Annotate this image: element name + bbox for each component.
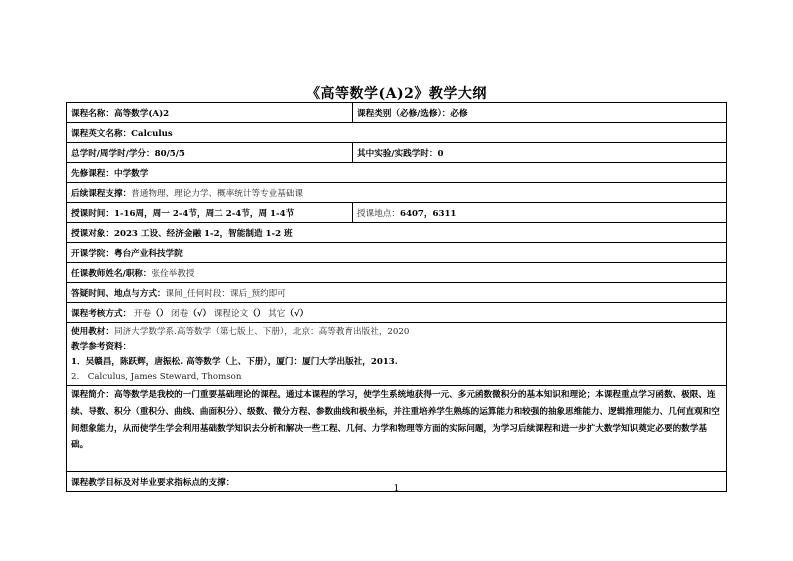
- exam-label: 课程考核方式：: [71, 308, 132, 319]
- document-title: 《高等数学(A)2》教学大纲: [306, 86, 487, 102]
- textbook-references-cell: [67, 323, 727, 386]
- row-textbook-references: [67, 323, 727, 386]
- exam-option-other-checkbox: （√）: [285, 308, 309, 319]
- row-schedule: [67, 203, 727, 223]
- objectives-label: 课程教学目标及对毕业要求指标点的支撑：: [71, 477, 235, 488]
- location-cell: [353, 203, 727, 223]
- exam-option-other-label: 其它: [268, 308, 286, 319]
- course-type-value: 必修: [450, 108, 468, 119]
- location-label: 授课地点：: [357, 208, 400, 219]
- course-type-cell: [353, 103, 727, 123]
- textbook-value: 同济大学数学系.高等数学（第七版上、下册），北京：高等教育出版社，2020: [113, 327, 410, 337]
- course-name-label: 课程名称：: [71, 108, 114, 119]
- reference-item-1: 1．吴赣昌，陈跃辉，唐振松. 高等数学（上、下册），厦门：厦门大学出版社，2013.: [71, 357, 398, 367]
- course-name-value: 高等数学(A)2: [113, 108, 170, 119]
- prerequisite-cell: [67, 163, 727, 183]
- reference-item-2: 2. Calculus, James Steward, Thomson: [71, 372, 242, 382]
- schedule-cell: [67, 203, 353, 223]
- row-college: [67, 243, 727, 263]
- audience-cell: [67, 223, 727, 243]
- row-qa: [67, 283, 727, 303]
- row-hours: [67, 143, 727, 163]
- page-number: 1: [393, 484, 400, 494]
- references-label: 教学参考资料：: [71, 342, 132, 352]
- row-prerequisite: [67, 163, 727, 183]
- exam-option-paper-label: 课程论文: [213, 308, 249, 319]
- english-name-cell: [67, 123, 727, 143]
- experiment-cell: [353, 143, 727, 163]
- follow-up-label: 后续课程支撑：: [71, 188, 132, 199]
- summary-text: 高等数学是我校的一门重要基础理论的课程。通过本课程的学习，使学生系统地获得一元、多元函数微积分的基本知识和理论；本课程重点学习函数、极限、连续、导数、积分（重积分、曲线、曲面积分）、级数、微分方程、参数曲线和极坐标，并注重培养学生熟练的运算能力和较强的抽象思维能力、逻辑推理能力、几何直观和空间想象能力，从而使学生学会利用基础数学知识去分析和解决一些工程、几何、力学和物理等方面的实际问题，为学习后续课程和进一步扩大数学知识奠定必要的数学基础。: [71, 390, 720, 451]
- schedule-value: 1-16周，周一 2-4节，周二 2-4节，周 1-4节: [113, 208, 295, 219]
- follow-up-cell: [67, 183, 727, 203]
- qa-label: 答疑时间、地点与方式：: [71, 288, 166, 299]
- exam-option-closed-label: 闭卷: [171, 308, 189, 319]
- teacher-value: 张佺举教授: [151, 268, 195, 279]
- course-type-label: 课程类别（必修/选修）：: [357, 108, 451, 119]
- qa-value: 课间_任何时段：课后_预约即可: [165, 288, 286, 299]
- syllabus-table: [66, 102, 727, 492]
- row-summary: [67, 386, 727, 472]
- qa-cell: [67, 283, 727, 303]
- exam-option-closed-checkbox: （√）: [188, 308, 212, 319]
- textbook-label: 使用教材：: [71, 327, 114, 337]
- exam-cell: [67, 303, 727, 323]
- english-name-value: Calculus: [131, 128, 173, 139]
- english-name-label: 课程英文名称：: [71, 128, 132, 139]
- row-english-name: [67, 123, 727, 143]
- exam-option-paper-checkbox: （）: [248, 308, 266, 319]
- row-audience: [67, 223, 727, 243]
- audience-value: 2023 工设、经济金融 1-2，智能制造 1-2 班: [113, 228, 293, 239]
- prerequisite-label: 先修课程：: [71, 168, 114, 179]
- college-cell: [67, 243, 727, 263]
- college-label: 开课学院：: [71, 248, 114, 259]
- row-teacher: [67, 263, 727, 283]
- college-value: 粤台产业科技学院: [113, 248, 183, 259]
- prerequisite-value: 中学数学: [113, 168, 149, 179]
- textbook-line: [71, 325, 722, 340]
- location-value: 6407，6311: [399, 208, 457, 219]
- experiment-label: 其中实验/实践学时：: [357, 148, 438, 159]
- exam-option-open-label: 开卷: [133, 308, 152, 319]
- follow-up-value: 普通物理、理论力学、概率统计等专业基础课: [131, 188, 304, 199]
- course-name-cell: [67, 103, 353, 123]
- row-exam: [67, 303, 727, 323]
- row-course-name: [67, 103, 727, 123]
- summary-label: 课程简介：: [71, 390, 114, 400]
- row-follow-up: [67, 183, 727, 203]
- hours-value: 80/5/5: [154, 148, 185, 159]
- teacher-label: 任课教师姓名/职称：: [71, 268, 152, 279]
- hours-cell: [67, 143, 353, 163]
- audience-label: 授课对象：: [71, 228, 114, 239]
- teacher-cell: [67, 263, 727, 283]
- schedule-label: 授课时间：: [71, 208, 114, 219]
- hours-label: 总学时/周学时/学分：: [71, 148, 155, 159]
- experiment-value: 0: [437, 148, 444, 159]
- exam-option-open-checkbox: （）: [151, 308, 169, 319]
- summary-cell: [67, 386, 727, 472]
